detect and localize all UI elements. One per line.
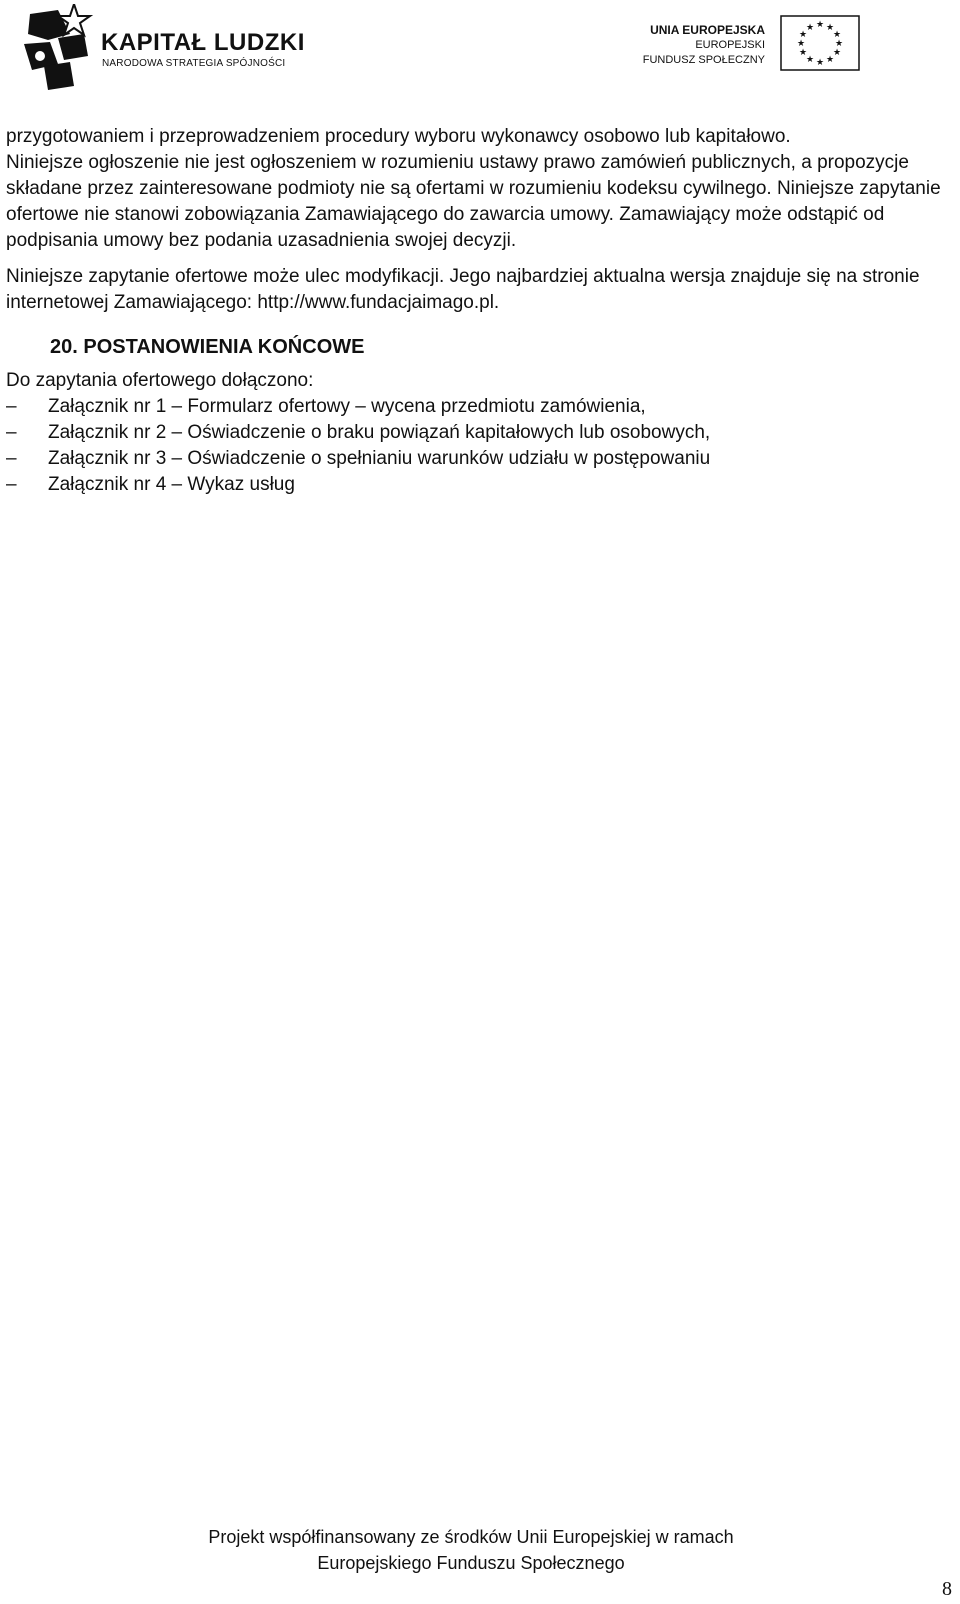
page-header <box>0 0 960 100</box>
list-item-text: Załącznik nr 4 – Wykaz usług <box>48 474 295 495</box>
svg-text:★: ★ <box>805 55 815 65</box>
list-item <box>6 420 946 446</box>
svg-text:★: ★ <box>832 30 842 40</box>
list-item <box>6 472 946 498</box>
footer-line1: Projekt współfinansowany ze środków Unii Europejskiej w ramach <box>208 1527 734 1547</box>
list-bullet: – <box>6 448 17 469</box>
list-bullet: – <box>6 422 17 443</box>
svg-text:★: ★ <box>825 55 835 65</box>
page-footer <box>0 1524 942 1576</box>
svg-text:★: ★ <box>832 48 842 58</box>
svg-text:★: ★ <box>805 23 815 33</box>
kapital-ludzki-subtitle: NARODOWA STRATEGIA SPÓJNOŚCI <box>102 58 286 69</box>
section-heading: 20. POSTANOWIENIA KOŃCOWE <box>50 336 365 358</box>
list-item <box>6 394 946 420</box>
attachments-intro: Do zapytania ofertowego dołączono: <box>6 370 314 391</box>
eu-logo-text <box>643 23 765 68</box>
svg-text:★: ★ <box>796 39 806 49</box>
paragraph-disclaimer: Niniejsze ogłoszenie nie jest ogłoszeniem w rozumieniu ustawy prawo zamówień publicznych, a propozycje składane przez zainteresowane podmioty nie są ofertami w rozumieniu kodeksu cywilnego. Niniejsze zapytanie ofertowe nie stanowi zobowiązania Zamawiającego do zawarcia umowy. Zamawiający może odstąpić od podpisania umowy bez podania uzasadnienia swojej decyzji. <box>6 152 941 251</box>
eu-logo-line2: EUROPEJSKI <box>695 39 765 51</box>
kapital-ludzki-emblem-icon <box>18 4 104 92</box>
eu-logo-line3: FUNDUSZ SPOŁECZNY <box>642 54 765 66</box>
kapital-ludzki-title: KAPITAŁ LUDZKI <box>101 29 305 56</box>
list-bullet: – <box>6 474 17 495</box>
document-body <box>6 124 946 498</box>
svg-text:★: ★ <box>815 20 825 30</box>
svg-text:★: ★ <box>834 39 844 49</box>
eu-flag-icon <box>780 15 860 71</box>
paragraph-procedure: przygotowaniem i przeprowadzeniem procedury wyboru wykonawcy osobowo lub kapitałowo. <box>6 126 791 147</box>
svg-text:★: ★ <box>815 58 825 68</box>
list-bullet: – <box>6 396 17 417</box>
list-item-text: Załącznik nr 1 – Formularz ofertowy – wycena przedmiotu zamówienia, <box>48 396 646 417</box>
paragraph-modification: Niniejsze zapytanie ofertowe może ulec modyfikacji. Jego najbardziej aktualna wersja znajduje się na stronie internetowej Zamawiającego: http://www.fundacjaimago.pl. <box>6 266 920 313</box>
page-number: 8 <box>942 1578 952 1600</box>
list-item-text: Załącznik nr 3 – Oświadczenie o spełnianiu warunków udziału w postępowaniu <box>48 448 711 469</box>
svg-text:★: ★ <box>825 23 835 33</box>
eu-efs-logo <box>620 15 860 75</box>
list-item <box>6 446 946 472</box>
eu-logo-line1: UNIA EUROPEJSKA <box>650 23 765 37</box>
svg-text:★: ★ <box>798 30 808 40</box>
attachments-list <box>6 394 946 498</box>
footer-line2: Europejskiego Funduszu Społecznego <box>317 1553 625 1573</box>
list-item-text: Załącznik nr 2 – Oświadczenie o braku powiązań kapitałowych lub osobowych, <box>48 422 711 443</box>
svg-text:★: ★ <box>798 48 808 58</box>
kapital-ludzki-logo <box>18 4 318 92</box>
